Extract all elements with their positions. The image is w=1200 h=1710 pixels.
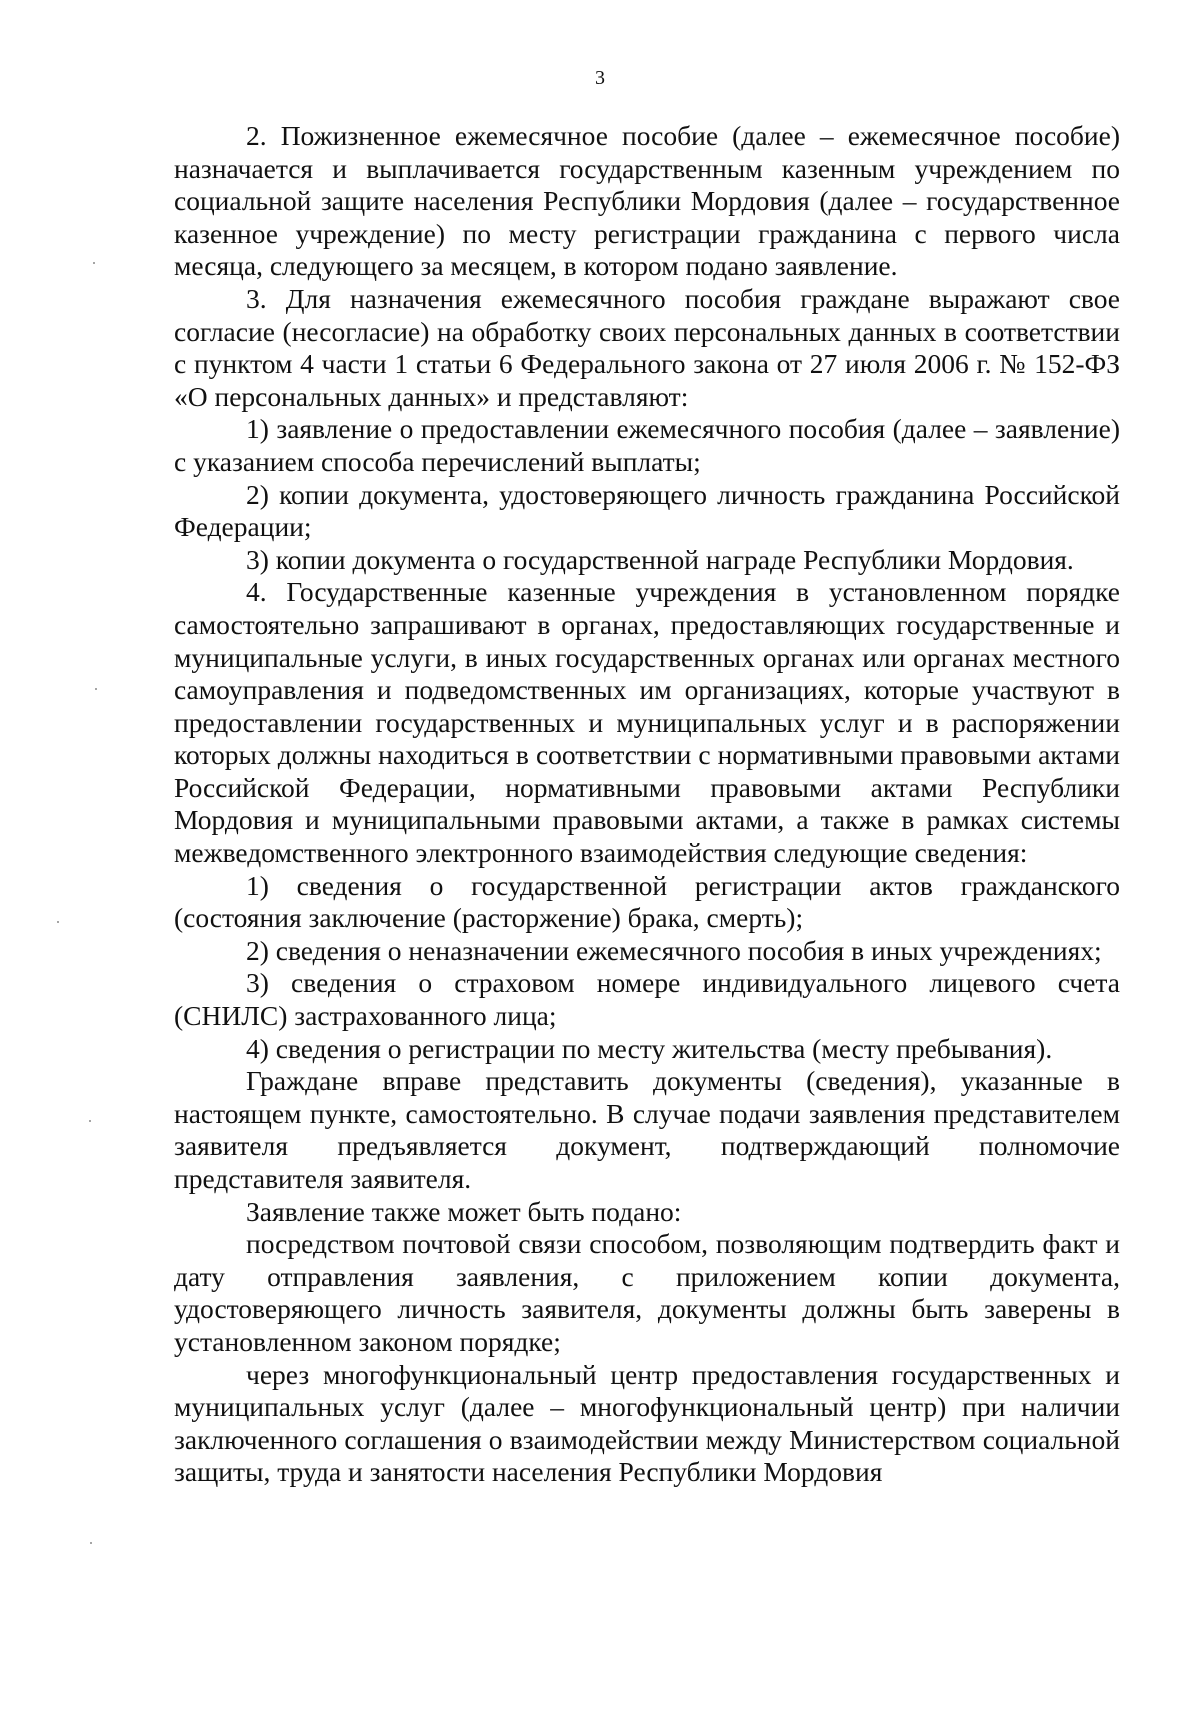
paragraph-mfc-submission: через многофункциональный центр предоставления государственных и муниципальных услуг (далее – многофункциональный центр) при наличии заключенного соглашения о взаимодействии между Министерством социальной защиты, труда и занятости населения Республики Мордовия [174,1358,1120,1488]
scan-speck [90,1542,92,1544]
list-item-non-assignment: 2) сведения о неназначении ежемесячного пособия в иных учреждениях; [246,934,1102,966]
paragraph-postal-submission: посредством почтовой связи способом, позволяющим подтвердить факт и дату отправления заявления, с приложением копии документа, удостоверяющего личность заявителя, документы должны быть заверены в установленном законом порядке; [174,1228,1120,1357]
scan-speck [89,1120,91,1122]
paragraph-citizen-right: Граждане вправе представить документы (сведения), указанные в настоящем пункте, самостоятельно. В случае подачи заявления представителем заявителя предъявляется документ, подтверждающий полномочие представителя заявителя. [174,1065,1120,1194]
scan-speck [93,262,95,264]
paragraph-submission-methods: Заявление также может быть подано: [246,1195,682,1227]
paragraph-2-lifetime-allowance: 2. Пожизненное ежемесячное пособие (далее – ежемесячное пособие) назначается и выплачивается государственным казенным учреждением по социальной защите населения Республики Мордовия (далее – государственное казенное учреждение) по месту регистрации гражданина с первого числа месяца, следующего за месяцем, в котором подано заявление. [174,120,1120,282]
list-item-civil-registration: 1) сведения о государственной регистрации актов гражданского (состояния заключение (расторжение) брака, смерть); [174,869,1120,934]
paragraph-3-consent-documents: 3. Для назначения ежемесячного пособия граждане выражают свое согласие (несогласие) на обработку своих персональных данных в соответствии с пунктом 4 части 1 статьи 6 Федерального закона от 27 июля 2006 г. № 152-ФЗ «О персональных данных» и представляют: [174,282,1120,412]
paragraph-4-interagency-requests: 4. Государственные казенные учреждения в установленном порядке самостоятельно запрашивают в органах, предоставляющих государственные и муниципальные услуги, в иных государственных органах или органах местного самоуправления и подведомственных им организациях, которые участвуют в предоставлении государственных и муниципальных услуг и в распоряжении которых должны находиться в соответствии с нормативными правовыми актами Российской Федерации, нормативными правовыми актами Республики Мордовия и муниципальными правовыми актами, а также в рамках системы межведомственного электронного взаимодействия следующие сведения: [174,576,1120,869]
list-item-snils: 3) сведения о страховом номере индивидуального лицевого счета (СНИЛС) застрахованного лица; [174,967,1120,1032]
scan-speck [95,688,97,690]
list-item-award-copy: 3) копии документа о государственной награде Республики Мордовия. [246,543,1074,575]
document-body [174,120,1120,1489]
list-item-identity-copy: 2) копии документа, удостоверяющего личность гражданина Российской Федерации; [174,478,1120,543]
scan-speck [57,921,59,923]
page-number: 3 [595,67,605,89]
list-item-application: 1) заявление о предоставлении ежемесячного пособия (далее – заявление) с указанием способа перечислений выплаты; [174,413,1120,477]
list-item-residence-registration: 4) сведения о регистрации по месту жительства (месту пребывания). [246,1032,1053,1064]
